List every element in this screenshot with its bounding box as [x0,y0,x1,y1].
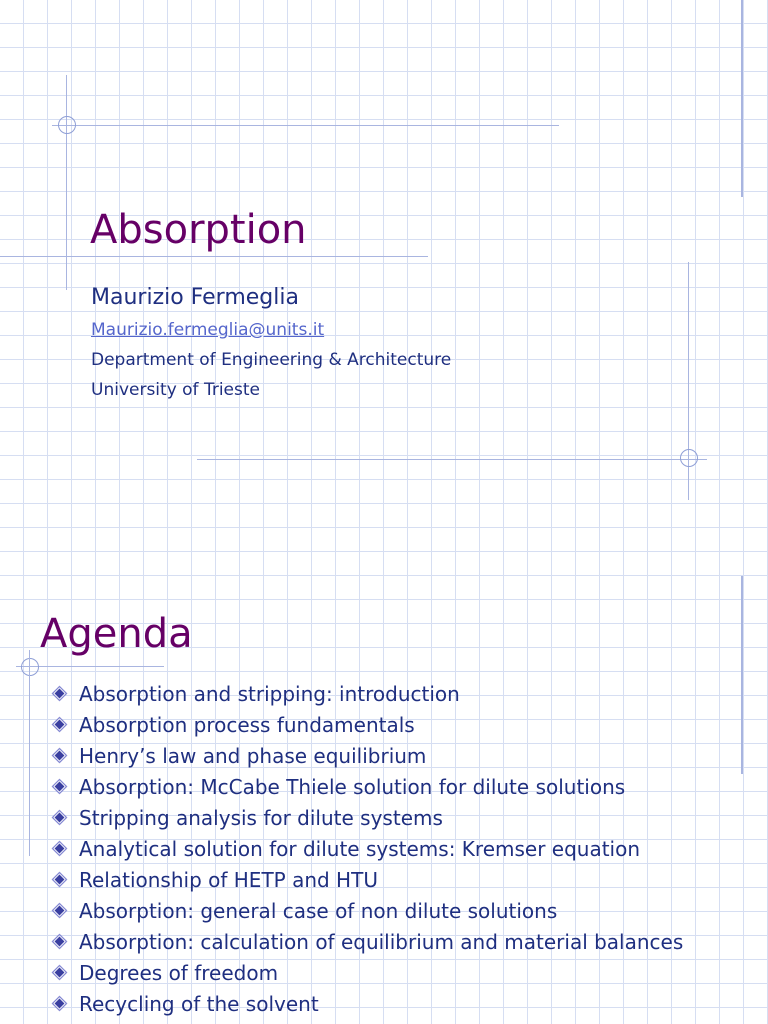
agenda-item-text: Absorption: McCabe Thiele solution for dilute solutions [79,774,626,799]
diamond-bullet-icon [52,810,68,826]
diamond-bullet-icon [52,934,68,950]
university-text: University of Trieste [91,380,260,400]
agenda-item-text: Relationship of HETP and HTU [79,867,378,892]
agenda-item [50,678,683,709]
agenda-item [50,709,683,740]
decor-horizontal-line [52,125,559,126]
agenda-item-text: Degrees of freedom [79,960,279,985]
diamond-bullet-icon [52,748,68,764]
diamond-bullet-icon [52,872,68,888]
decor-vertical-line [741,576,743,774]
agenda-item [50,802,683,833]
agenda-list [50,678,683,1019]
diamond-bullet-icon [52,779,68,795]
slide-title: Absorption [90,207,307,253]
decor-horizontal-line [197,459,707,460]
agenda-item [50,771,683,802]
agenda-item [50,740,683,771]
decor-vertical-line [741,0,743,197]
decor-circle [680,449,698,467]
decor-vertical-line [66,75,67,290]
diamond-bullet-icon [52,996,68,1012]
decor-horizontal-line [0,256,428,257]
agenda-item-text: Absorption and stripping: introduction [79,681,460,706]
agenda-item [50,895,683,926]
diamond-bullet-icon [52,903,68,919]
decor-circle [21,658,39,676]
diamond-bullet-icon [52,965,68,981]
diamond-bullet-icon [52,841,68,857]
decor-vertical-line [29,650,30,856]
agenda-item-text: Absorption process fundamentals [79,712,415,737]
agenda-item [50,833,683,864]
decor-circle [58,116,76,134]
agenda-item-text: Stripping analysis for dilute systems [79,805,443,830]
agenda-item-text: Henry’s law and phase equilibrium [79,743,427,768]
agenda-item [50,864,683,895]
agenda-item [50,988,683,1019]
diamond-bullet-icon [52,717,68,733]
agenda-item-text: Analytical solution for dilute systems: Kremser equation [79,836,641,861]
agenda-title: Agenda [40,611,193,657]
agenda-item-text: Recycling of the solvent [79,991,319,1016]
author-name: Maurizio Fermeglia [91,285,299,310]
agenda-item [50,957,683,988]
diamond-bullet-icon [52,686,68,702]
agenda-item-text: Absorption: calculation of equilibrium and material balances [79,929,684,954]
agenda-item-text: Absorption: general case of non dilute solutions [79,898,558,923]
email-link[interactable]: Maurizio.fermeglia@units.it [91,320,325,340]
agenda-item [50,926,683,957]
department-text: Department of Engineering & Architecture [91,350,452,370]
